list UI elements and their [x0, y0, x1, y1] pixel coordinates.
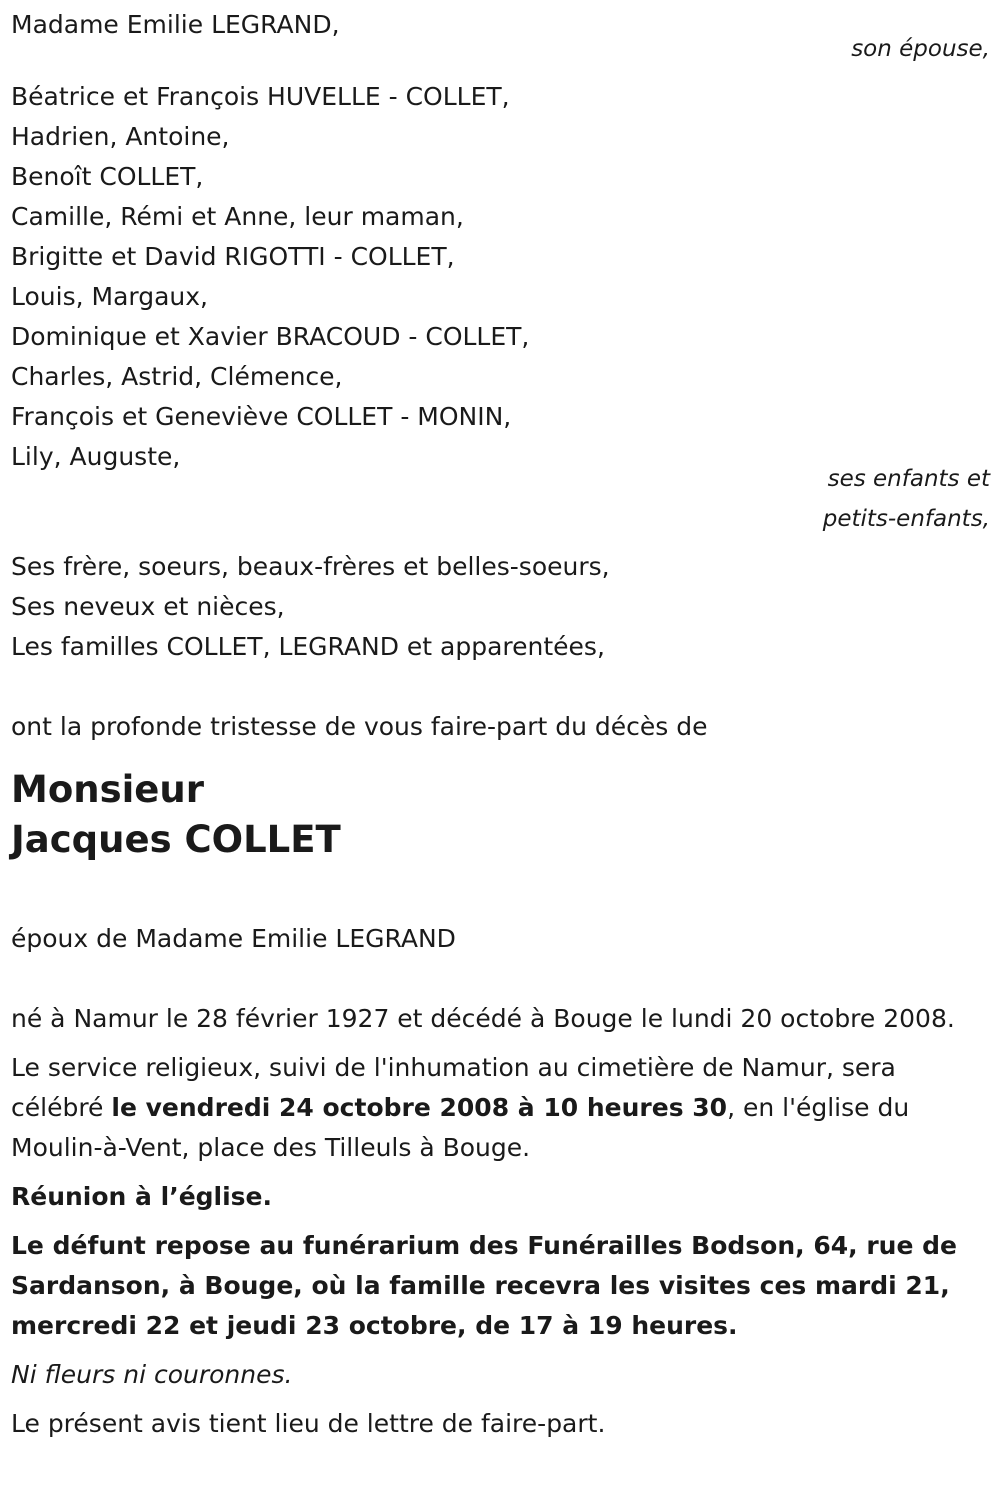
death-notice [11, 5, 990, 1453]
children-role-line2: petits-enfants, [822, 506, 990, 532]
funerarium-info: Le défunt repose au funérarium des Funérailles Bodson, 64, rue de Sardanson, à Bouge, où la famille recevra les visites ces mardi 21, mercredi 22 et jeudi 23 octobre, de 17 à 19 heures. [11, 1231, 957, 1340]
family-line: Camille, Rémi et Anne, leur maman, [11, 202, 464, 231]
birth-death-info: né à Namur le 28 février 1927 et décédé à Bouge le lundi 20 octobre 2008. [11, 1004, 955, 1033]
family-line: Brigitte et David RIGOTTI - COLLET, [11, 242, 455, 271]
reunion-info: Réunion à l’église. [11, 1182, 273, 1211]
family-line: Dominique et Xavier BRACOUD - COLLET, [11, 322, 530, 351]
deceased-title: Monsieur [11, 768, 204, 811]
children-list [11, 77, 990, 477]
family-line: Louis, Margaux, [11, 282, 208, 311]
spouse-name: Madame Emilie LEGRAND, [11, 10, 340, 39]
family-line: Hadrien, Antoine, [11, 122, 230, 151]
extended-family-list [11, 547, 990, 667]
deceased-name-block [11, 765, 990, 865]
service-text-before: Le service religieux, suivi de l'inhumation au cimetière de Namur, sera célébré [11, 1053, 896, 1122]
family-line: Ses frère, soeurs, beaux-frères et belles-soeurs, [11, 552, 610, 581]
no-flowers-note: Ni fleurs ni couronnes. [11, 1360, 293, 1389]
family-line: Benoît COLLET, [11, 162, 204, 191]
family-line: François et Geneviève COLLET - MONIN, [11, 402, 512, 431]
family-line: Charles, Astrid, Clémence, [11, 362, 343, 391]
children-role-line1: ses enfants et [827, 466, 990, 492]
service-datetime: le vendredi 24 octobre 2008 à 10 heures 30 [111, 1093, 728, 1122]
family-line: Ses neveux et nièces, [11, 592, 285, 621]
family-line: Lily, Auguste, [11, 442, 181, 471]
service-text-after: , en l'église du Moulin-à-Vent, place des Tilleuls à Bouge. [11, 1093, 910, 1162]
family-line: Les familles COLLET, LEGRAND et apparentées, [11, 632, 605, 661]
spouse-role: son épouse, [851, 36, 990, 62]
spouse-reference: époux de Madame Emilie LEGRAND [11, 924, 456, 953]
service-info [11, 1048, 990, 1168]
family-line: Béatrice et François HUVELLE - COLLET, [11, 82, 510, 111]
announcement: ont la profonde tristesse de vous faire-part du décès de [11, 712, 708, 741]
deceased-name: Jacques COLLET [11, 818, 341, 861]
closing-note: Le présent avis tient lieu de lettre de faire-part. [11, 1409, 606, 1438]
